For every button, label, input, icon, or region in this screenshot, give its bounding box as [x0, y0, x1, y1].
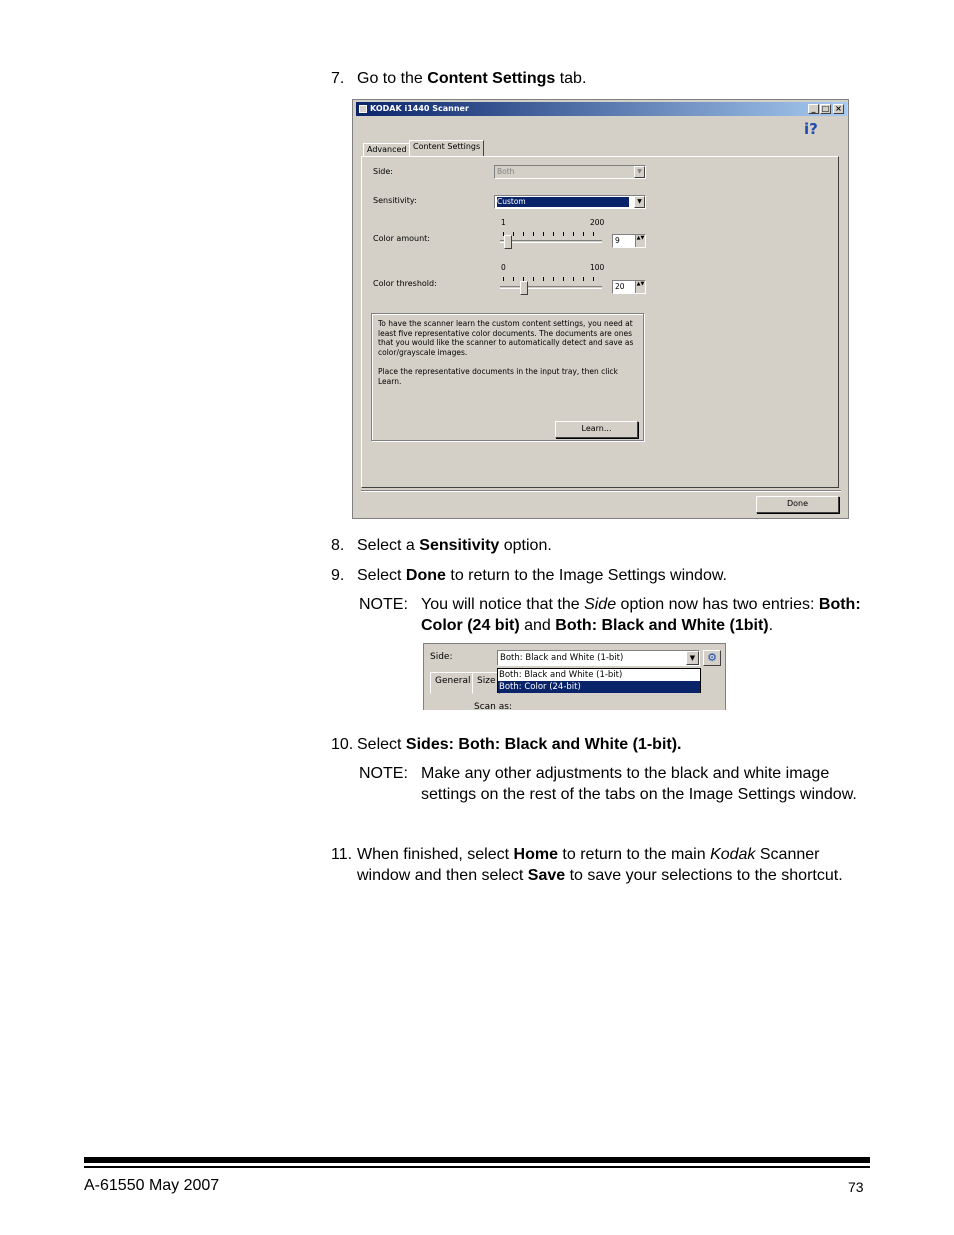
spinner-arrows-icon[interactable]: ▲▼	[635, 281, 645, 293]
step-number: 10.	[331, 736, 354, 753]
tab-size[interactable]: Size	[472, 672, 500, 694]
divider	[361, 490, 841, 492]
color-amount-value: 9	[615, 236, 620, 245]
maximize-icon[interactable]: □	[821, 104, 830, 113]
step-text	[357, 734, 867, 755]
note-text	[421, 594, 869, 636]
app-icon	[359, 105, 367, 113]
done-button[interactable]: Done	[756, 496, 839, 513]
bold-run: Save	[527, 867, 566, 884]
footer-doc-id: A-61550 May 2007	[84, 1177, 220, 1194]
footer-rule-thin	[84, 1166, 870, 1168]
settings-gear-icon[interactable]: ⚙	[703, 650, 721, 666]
text-run: to save your selections to the shortcut.	[565, 867, 843, 884]
text-run: When finished, select	[357, 846, 514, 863]
side-value: Both: Black and White (1-bit)	[500, 653, 624, 663]
text-run: Go to the	[357, 70, 428, 87]
step-text	[357, 844, 867, 886]
step-number: 7.	[331, 70, 345, 87]
side-option-selected[interactable]: Both: Color (24-bit)	[498, 681, 700, 693]
step-text	[357, 535, 867, 556]
step-text	[357, 565, 867, 586]
text-run: option now has two entries:	[616, 596, 819, 613]
scanner-dialog-screenshot	[352, 99, 849, 519]
text-run: tab.	[555, 70, 587, 87]
color-amount-label: Color amount:	[373, 234, 430, 243]
bold-run: Sensitivity	[419, 537, 500, 554]
text-run: to return to the main	[557, 846, 711, 863]
spinner-arrows-icon[interactable]: ▲▼	[635, 235, 645, 247]
text-run: You will notice that the	[421, 596, 585, 613]
tab-general[interactable]: General	[430, 672, 475, 694]
bold-run: Both: Color (24 bit)	[421, 596, 861, 634]
footer-rule-thick	[84, 1157, 870, 1163]
minimize-icon[interactable]: _	[808, 104, 819, 114]
info-paragraph: Place the representative documents in the input tray, then click Learn.	[378, 366, 618, 386]
dialog-title: KODAK i1440 Scanner	[370, 104, 469, 113]
side-select[interactable]	[494, 165, 646, 179]
sensitivity-select[interactable]	[494, 195, 646, 209]
chevron-down-icon: ▼	[686, 651, 699, 665]
color-amount-track	[500, 240, 602, 243]
side-dropdown-screenshot	[423, 643, 726, 710]
close-icon[interactable]: ×	[833, 104, 844, 114]
slider-ticks	[503, 232, 603, 236]
tab-content-settings[interactable]: Content Settings	[409, 140, 484, 157]
note-text: Make any other adjustments to the black and white image settings on the rest of the tabs on the Image Settings window.	[421, 765, 857, 803]
info-paragraph: To have the scanner learn the custom content settings, you need at least five representative color documents. The documents are ones that you would like the scanner to automatically detect and save as color/grayscale images.	[378, 319, 634, 357]
text-run: and	[519, 617, 556, 634]
bold-run: Both: Black and White (1bit)	[555, 617, 769, 634]
text-run: Select a	[357, 537, 420, 554]
step-number: 11.	[331, 846, 353, 863]
tab-advanced[interactable]: Advanced	[363, 143, 411, 157]
italic-run: Kodak	[710, 846, 756, 863]
bold-run: Content Settings	[427, 70, 556, 87]
text-run: to return to the Image Settings window.	[445, 567, 727, 584]
side-value: Both	[497, 167, 515, 176]
sensitivity-label: Sensitivity:	[373, 196, 417, 205]
italic-run: Side	[584, 596, 617, 613]
side-label: Side:	[373, 167, 393, 176]
color-amount-spinner[interactable]	[612, 234, 646, 248]
side-options-list[interactable]	[497, 668, 701, 693]
step-number: 9.	[331, 567, 345, 584]
color-amount-max: 200	[590, 218, 605, 227]
bold-run: Home	[513, 846, 558, 863]
chevron-down-icon: ▼	[634, 166, 645, 178]
scan-as-label: Scan as:	[474, 702, 512, 710]
text-run: Select	[357, 567, 406, 584]
page-number: 73	[848, 1179, 864, 1195]
learn-info-group	[371, 313, 644, 441]
color-threshold-min: 0	[501, 263, 506, 272]
step-number: 8.	[331, 537, 345, 554]
learn-button[interactable]: Learn...	[555, 421, 638, 438]
color-amount-slider[interactable]	[504, 235, 512, 249]
text-run: option.	[499, 537, 552, 554]
slider-ticks	[503, 277, 603, 281]
side-label: Side:	[430, 652, 453, 662]
sensitivity-value: Custom	[497, 197, 629, 207]
note-label: NOTE:	[359, 596, 408, 613]
bold-run: Sides: Both: Black and White (1-bit).	[405, 736, 682, 753]
text-run: Scanner window and then select	[357, 846, 820, 884]
side-select[interactable]	[497, 650, 700, 666]
color-threshold-spinner[interactable]	[612, 280, 646, 294]
help-icon[interactable]: i?	[804, 120, 818, 138]
side-option[interactable]: Both: Black and White (1-bit)	[499, 670, 623, 680]
chevron-down-icon: ▼	[634, 196, 645, 208]
bold-run: Done	[405, 567, 446, 584]
color-threshold-track	[500, 286, 602, 289]
color-threshold-max: 100	[590, 263, 605, 272]
color-threshold-slider[interactable]	[520, 281, 528, 295]
color-threshold-label: Color threshold:	[373, 279, 437, 288]
info-text	[378, 319, 640, 386]
color-threshold-value: 20	[615, 282, 625, 291]
dialog-titlebar	[356, 102, 847, 116]
color-amount-min: 1	[501, 218, 506, 227]
text-run: Select	[357, 736, 406, 753]
text-run: .	[768, 617, 774, 634]
step-text	[357, 68, 867, 89]
note-label: NOTE:	[359, 765, 408, 782]
